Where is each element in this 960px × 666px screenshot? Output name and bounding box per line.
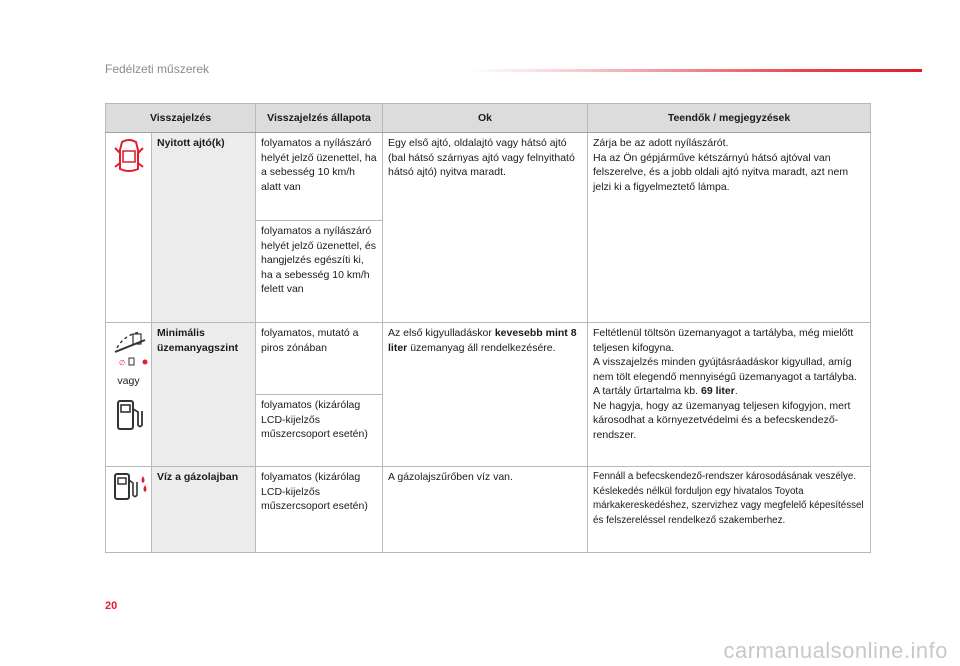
cause-text: Az első kigyulladáskor xyxy=(388,327,495,339)
action-emphasis: 69 liter xyxy=(700,385,735,397)
action-text: Feltétlenül töltsön üzemanyagot a tartályba, még mielőtt teljesen kifogyna. A visszajelzés minden gyújtásráadáskor kigyullad, amíg nem tölt elegendő mennyiségű üzemanyagot a tartályba. A tartály űrtartalma kb. xyxy=(593,327,857,397)
row-name-low-fuel: Minimális üzemanyagszint xyxy=(152,323,256,467)
water-in-fuel-icon xyxy=(111,470,151,504)
water-in-diesel-icon-cell xyxy=(106,467,152,553)
state-open-doors-slow: folyamatos a nyílászáró helyét jelző üzenettel, ha a sebesség 10 km/h alatt van xyxy=(256,133,383,221)
action-text-end: . Ne hagyja, hogy az üzemanyag teljesen kifogyjon, mert károsodhat a környezetvédelmi és a befecskendező-rendszer. xyxy=(593,385,851,441)
table-row xyxy=(106,467,871,553)
col-header-state: Visszajelzés állapota xyxy=(256,104,383,133)
cause-open-doors: Egy első ajtó, oldalajtó vagy hátsó ajtó (bal hátsó szárnyas ajtó vagy felnyitható hátsó ajtó) nyitva maradt. xyxy=(383,133,588,323)
row-name-open-doors: Nyitott ajtó(k) xyxy=(152,133,256,323)
cause-emphasis: kevesebb mint 8 liter xyxy=(388,327,577,354)
header-divider xyxy=(470,69,922,72)
fuel-gauge-icon xyxy=(111,326,151,370)
cause-water-in-diesel: A gázolajszűrőben víz van. xyxy=(383,467,588,553)
alternative-label: vagy xyxy=(117,375,140,387)
warning-lights-table xyxy=(105,103,871,553)
cause-low-fuel xyxy=(383,323,588,467)
watermark: carmanualsonline.info xyxy=(723,638,948,663)
state-low-fuel-lcd: folyamatos (kizárólag LCD-kijelzős műszercsoport esetén) xyxy=(256,395,383,467)
col-header-cause: Ok xyxy=(383,104,588,133)
svg-text:∅: ∅ xyxy=(119,360,126,367)
fuel-pump-icon xyxy=(113,397,145,433)
low-fuel-icon-cell xyxy=(106,323,152,467)
state-open-doors-fast: folyamatos a nyílászáró helyét jelző üzenettel, és hangjelzés egészíti ki, ha a sebesség 10 km/h felett van xyxy=(256,221,383,323)
state-water-in-diesel: folyamatos (kizárólag LCD-kijelzős műszercsoport esetén) xyxy=(256,467,383,553)
table-row xyxy=(106,133,871,221)
row-name-water-in-diesel: Víz a gázolajban xyxy=(152,467,256,553)
cause-text-end: üzemanyag áll rendelkezésére. xyxy=(407,341,556,354)
open-door-icon xyxy=(113,136,145,176)
col-header-actions: Teendők / megjegyzések xyxy=(588,104,871,133)
open-door-icon-cell xyxy=(106,133,152,323)
page-number: 20 xyxy=(105,600,118,612)
action-water-in-diesel: Fennáll a befecskendező-rendszer károsodásának veszélye. Késlekedés nélkül forduljon egy hivatalos Toyota márkakereskedéshez, szervizhez vagy megfelelő képesítéssel és felszereléssel rendelkező szakemberhez. xyxy=(588,467,871,553)
action-open-doors: Zárja be az adott nyílászárót. Ha az Ön gépjárműve kétszárnyú hátsó ajtóval van felszerelve, és a jobb oldali ajtó nyitva maradt, azt nem jelzi ki a figyelmeztető lámpa. xyxy=(588,133,871,323)
action-low-fuel xyxy=(588,323,871,467)
state-low-fuel-gauge: folyamatos, mutató a piros zónában xyxy=(256,323,383,395)
table-row xyxy=(106,323,871,395)
section-title: Fedélzeti műszerek xyxy=(105,62,210,76)
col-header-indicator: Visszajelzés xyxy=(106,104,256,133)
table-header-row xyxy=(106,104,871,133)
